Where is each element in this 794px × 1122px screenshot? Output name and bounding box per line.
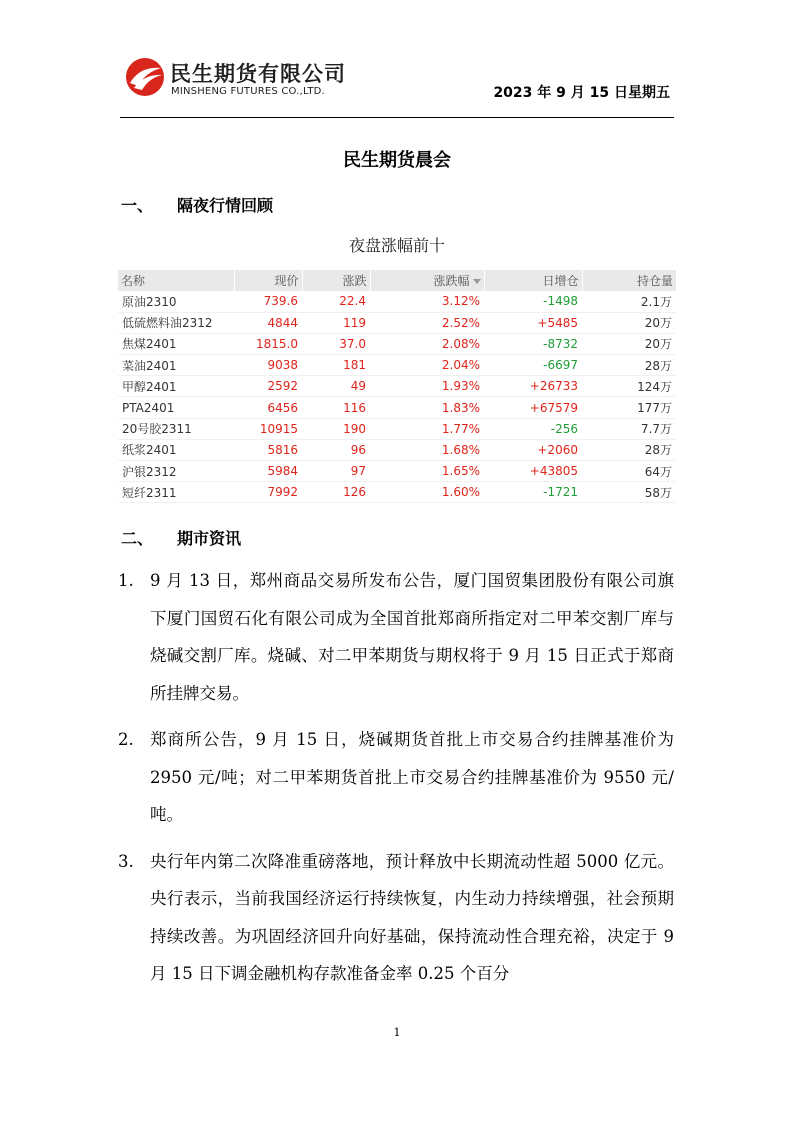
cell-name: 低硫燃料油2312 [118,312,234,333]
cell-change: 37.0 [302,333,370,354]
news-item [118,562,674,712]
header-daily-oi-change: 日增仓 [484,270,582,291]
cell-open-interest: 124万 [582,376,676,397]
report-date: 2023 年 9 月 15 日星期五 [493,85,670,101]
cell-name: 原油2310 [118,291,234,312]
cell-daily-oi-change: +5485 [484,312,582,333]
section-label: 隔夜行情回顾 [177,196,274,215]
news-item [118,843,674,993]
table-row [118,418,676,439]
news-item [118,721,674,834]
cell-daily-oi-change: +26733 [484,376,582,397]
cell-open-interest: 28万 [582,355,676,376]
cell-open-interest: 64万 [582,461,676,482]
cell-change-pct: 1.65% [370,461,484,482]
header-price: 现价 [234,270,302,291]
section-heading-market-review [121,193,273,216]
news-text: 郑商所公告，9 月 15 日，烧碱期货首批上市交易合约挂牌基准价为 2950 元/吨；对二甲苯期货首批上市交易合约挂牌基准价为 9550 元/吨。 [150,730,674,824]
cell-price: 2592 [234,376,302,397]
cell-change: 126 [302,482,370,503]
cell-change-pct: 1.68% [370,439,484,460]
cell-price: 5984 [234,461,302,482]
cell-change: 49 [302,376,370,397]
header-open-interest: 持仓量 [582,270,676,291]
cell-open-interest: 28万 [582,439,676,460]
table-row [118,312,676,333]
company-logo [124,56,364,102]
cell-change: 116 [302,397,370,418]
cell-name: 纸浆2401 [118,439,234,460]
news-text: 央行年内第二次降准重磅落地，预计释放中长期流动性超 5000 亿元。央行表示，当前我国经济运行持续恢复，内生动力持续增强，社会预期持续改善。为巩固经济回升向好基础，保持流动性合理充裕，决定于 9 月 15 日下调金融机构存款准备金率 0.25 个百分 [150,851,674,983]
table-row [118,291,676,312]
sort-desc-icon [473,279,481,284]
cell-change: 181 [302,355,370,376]
cell-daily-oi-change: +67579 [484,397,582,418]
cell-price: 739.6 [234,291,302,312]
cell-daily-oi-change: -256 [484,418,582,439]
cell-change: 190 [302,418,370,439]
logo-english-name: MINSHENG FUTURES CO.,LTD. [171,86,325,97]
cell-change: 97 [302,461,370,482]
table-row [118,355,676,376]
document-title: 民生期货晨会 [343,150,451,171]
cell-price: 9038 [234,355,302,376]
cell-daily-oi-change: -6697 [484,355,582,376]
section-label: 期市资讯 [177,529,242,548]
logo-chinese-name: 民生期货有限公司 [170,62,346,86]
news-index: 1. [118,571,134,590]
cell-open-interest: 177万 [582,397,676,418]
header-change-pct [370,270,484,291]
cell-change-pct: 3.12% [370,291,484,312]
cell-change-pct: 1.77% [370,418,484,439]
cell-open-interest: 20万 [582,312,676,333]
section-number: 二、 [121,529,154,548]
cell-price: 10915 [234,418,302,439]
table-row [118,333,676,354]
header-change: 涨跌 [302,270,370,291]
news-text: 9 月 13 日，郑州商品交易所发布公告，厦门国贸集团股份有限公司旗下厦门国贸石化有限公司成为全国首批郑商所指定对二甲苯交割厂库与烧碱交割厂库。烧碱、对二甲苯期货与期权将于 9 月 15 日正式于郑商所挂牌交易。 [150,571,674,703]
news-index: 2. [118,730,134,749]
cell-change-pct: 2.52% [370,312,484,333]
cell-price: 4844 [234,312,302,333]
cell-open-interest: 7.7万 [582,418,676,439]
cell-name: 短纤2311 [118,482,234,503]
table-row [118,461,676,482]
cell-change: 96 [302,439,370,460]
table-caption: 夜盘涨幅前十 [348,236,445,255]
page-header [120,52,674,118]
cell-name: 甲醇2401 [118,376,234,397]
news-index: 3. [118,851,134,871]
table-row [118,482,676,503]
table-row [118,439,676,460]
cell-daily-oi-change: -1498 [484,291,582,312]
cell-change-pct: 2.08% [370,333,484,354]
section-number: 一、 [121,196,154,215]
minsheng-logo-icon [124,56,166,98]
cell-daily-oi-change: -8732 [484,333,582,354]
cell-price: 6456 [234,397,302,418]
cell-change-pct: 1.60% [370,482,484,503]
table-row [118,397,676,418]
cell-name: 菜油2401 [118,355,234,376]
cell-open-interest: 2.1万 [582,291,676,312]
cell-change: 22.4 [302,291,370,312]
section-heading-futures-news [121,526,241,549]
table-body [118,291,676,503]
cell-name: 焦煤2401 [118,333,234,354]
cell-change: 119 [302,312,370,333]
night-session-top10-table [118,270,676,503]
cell-open-interest: 58万 [582,482,676,503]
cell-price: 1815.0 [234,333,302,354]
cell-open-interest: 20万 [582,333,676,354]
cell-price: 5816 [234,439,302,460]
cell-price: 7992 [234,482,302,503]
cell-name: 20号胶2311 [118,418,234,439]
cell-daily-oi-change: +2060 [484,439,582,460]
news-list [118,562,674,1002]
cell-name: PTA2401 [118,397,234,418]
cell-change-pct: 2.04% [370,355,484,376]
cell-change-pct: 1.93% [370,376,484,397]
cell-daily-oi-change: +43805 [484,461,582,482]
header-name: 名称 [118,270,234,291]
page-number: 1 [393,1026,401,1039]
cell-change-pct: 1.83% [370,397,484,418]
cell-name: 沪银2312 [118,461,234,482]
table-row [118,376,676,397]
header-change-pct-label: 涨跌幅 [433,274,470,288]
table-header-row [118,270,676,291]
cell-daily-oi-change: -1721 [484,482,582,503]
